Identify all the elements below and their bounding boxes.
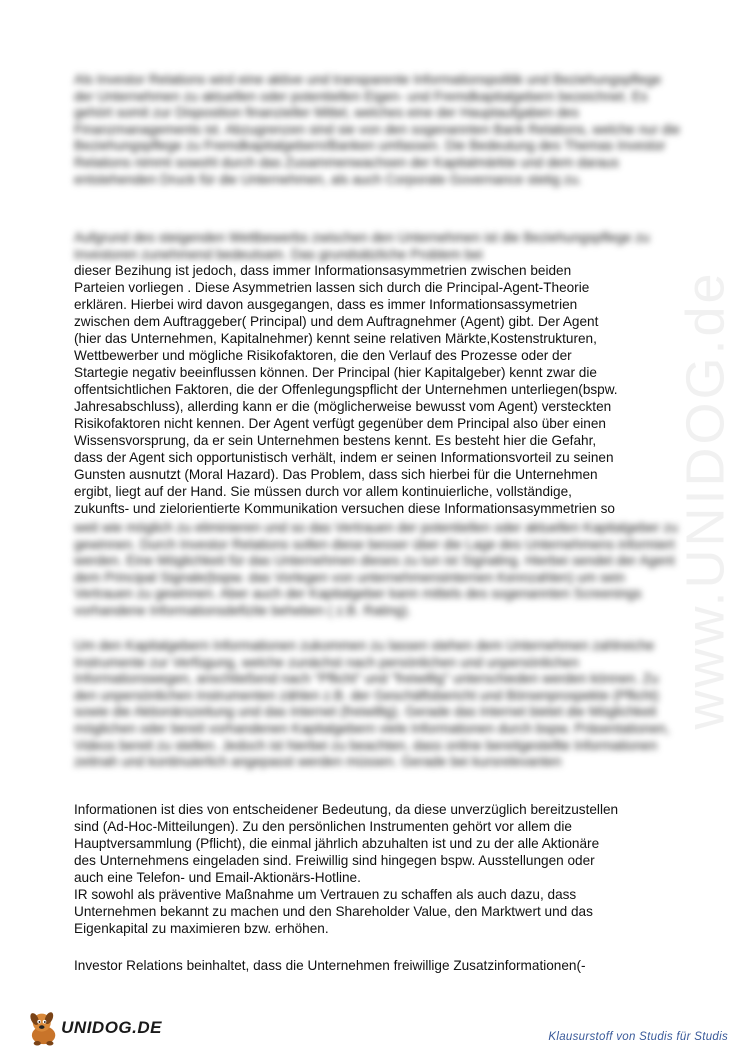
text-line: Informationen ist dies von entscheidener Bedeutung, da diese unverzüglich bereitzustellen — [74, 802, 619, 817]
text-line: auch eine Telefon- und Email-Aktionärs-Hotline. — [74, 870, 361, 885]
text-line: Jahresabschluss), allerding kann er die (möglicherweise bewusst vom Agent) versteckten — [74, 399, 612, 414]
text-line: dieser Bezihung ist jedoch, dass immer Informationsasymmetrien zwischen beiden — [74, 263, 572, 278]
text-line: Wettbewerber und mögliche Risikofaktoren, die den Verlauf des Prozesse oder der — [74, 348, 572, 363]
footer-slogan: Klausurstoff von Studis für Studis — [548, 1031, 728, 1043]
blurred-paragraph-2: Aufgrund des steigenden Wettbewerbs zwischen den Unternehmen ist die Beziehungspflege zu Investoren zunehmend bedeutsam. Das grundsätzliche Problem bei — [74, 230, 650, 262]
text-line: IR sowohl als präventive Maßnahme um Vertrauen zu schaffen als auch dazu, dass — [74, 887, 577, 902]
text-line: offentsichtlichen Faktoren, die der Offenlegungspflicht der Unternehmen unterliegen(bspw. — [74, 382, 618, 397]
logo-text: UNIDOG.DE — [61, 1018, 162, 1037]
text-line: ergibt, liegt auf der Hand. Sie müssen durch vor allem kontinuierliche, vollständige, — [74, 484, 572, 499]
blurred-paragraph-1: Als Investor Relations wird eine aktive und transparente Informationspolitik und Beziehungspflege der Unternehmen zu aktuellen oder potentiellen Eigen- und Fremdkapitalgebern bezeichnet. Es gehört somit zur Disposition finanzieller Mittel, welches eine der Hauptaufgaben des Finanzmanagements ist. Abzugrenzen sind sie von den sogenannten Bank Relations, welche nur die Beziehungspflege zu Fremdkapitalgebern/Banken umfassen. Die Bedeutung des Themas Investor Relations nimmt sowohl durch das Zusammenwachsen der Kapitalmärkte und dem daraus entstehenden Druck für die Unternehmen, als auch Corporate Governance stetig zu. — [74, 72, 681, 187]
text-line: Risikofaktoren nicht kennen. Der Agent verfügt gegenüber dem Principal also über einen — [74, 416, 606, 431]
text-line: Gunsten ausnutzt (Moral Hazard). Das Problem, dass sich hierbei für die Unternehmen — [74, 467, 598, 482]
text-line: dass der Agent sich opportunistisch verhält, indem er seinen Informationsvorteil zu seinen — [74, 450, 614, 465]
watermark-text: www.UNIDOG.de — [676, 270, 736, 730]
blurred-paragraph-4: Um den Kapitalgebern Informationen zukommen zu lassen stehen dem Unternehmen zahlreiche Instrumente zur Verfügung, welche zunächst nach persönlichen und unpersönlichen Informationswegen, anschließend nach "Pflicht" und "freiwillig" unterschieden werden können. Zu den unpersönlichen Instrumenten zählen z.B. der Geschäftsbericht und Börsenprospekte (Pflicht) sowie die Aktionärszeitung und das Internet (freiwillig). Gerade das Internet bietet die Möglichkeit möglichen oder bereit vorhandenen Kapitalgebern viele Informationen durch bspw. Präsentationen, Videos bereit zu stellen. Jedoch ist hierbei zu beachten, dass online bereitgestellte Informationen zeitnah und kontinuierlich angepasst werden müssen. Gerade bei kursrelevanten — [74, 638, 670, 770]
text-line: Wissensvorsprung, da er sein Unternehmen bestens kennt. Es besteht hier die Gefahr, — [74, 433, 597, 448]
text-line: zwischen dem Auftraggeber( Principal) und dem Auftragnehmer (Agent) gibt. Der Agent — [74, 314, 599, 329]
text-line: zukunfts- und zielorientierte Kommunikation versuchen diese Informationsasymmetrien so — [74, 501, 615, 516]
dog-mascot-icon — [22, 1004, 65, 1052]
text-line: des Unternehmens eingeladen sind. Freiwillig sind hingegen bspw. Ausstellungen oder — [74, 853, 595, 868]
text-line: Parteien vorliegen . Diese Asymmetrien lassen sich durch die Principal-Agent-Theorie — [74, 280, 590, 295]
blurred-paragraph-3: weit wie möglich zu eliminieren und so das Vertrauen der potentiellen oder aktuellen Kapitalgeber zu gewinnen. Durch Investor Relations sollen diese besser über die Lage des Unternehmens informiert werden. Eine Möglichkeit für das Unternehmen dieses zu tun ist Signaling. Hierbei sendet der Agent dem Principal Signale(bspw. das Vorlegen von unternehmensinternen Kennzahlen) um sein Vertrauen zu gewinnen. Aber auch der Kapitalgeber kann mittels des sogenannten Screenings vorhandene Informationsdefizite beheben ( z.B. Rating). — [74, 520, 678, 618]
text-line: sind (Ad-Hoc-Mitteilungen). Zu den persönlichen Instrumenten gehört vor allem die — [74, 819, 572, 834]
text-line: (hier das Unternehmen, Kapitalnehmer) kennt seine relativen Märkte,Kostenstrukturen, — [74, 331, 597, 346]
text-line: Eigenkapital zu maximieren bzw. erhöhen. — [74, 921, 329, 936]
text-line: Hauptversammlung (Pflicht), die einmal jährlich abzuhalten ist und zu der alle Aktionäre — [74, 836, 600, 851]
unidog-logo[interactable] — [22, 1004, 162, 1052]
text-line: Unternehmen bekannt zu machen und den Shareholder Value, den Marktwert und das — [74, 904, 593, 919]
text-line: erklären. Hierbei wird davon ausgegangen, dass es immer Informationsassymetrien — [74, 297, 578, 312]
text-line: Startegie negativ beeinflussen können. Der Principal (hier Kapitalgeber) kennt zwar die — [74, 365, 597, 380]
text-line-last: Investor Relations beinhaltet, dass die Unternehmen freiwillige Zusatzinformationen(- — [74, 958, 586, 973]
